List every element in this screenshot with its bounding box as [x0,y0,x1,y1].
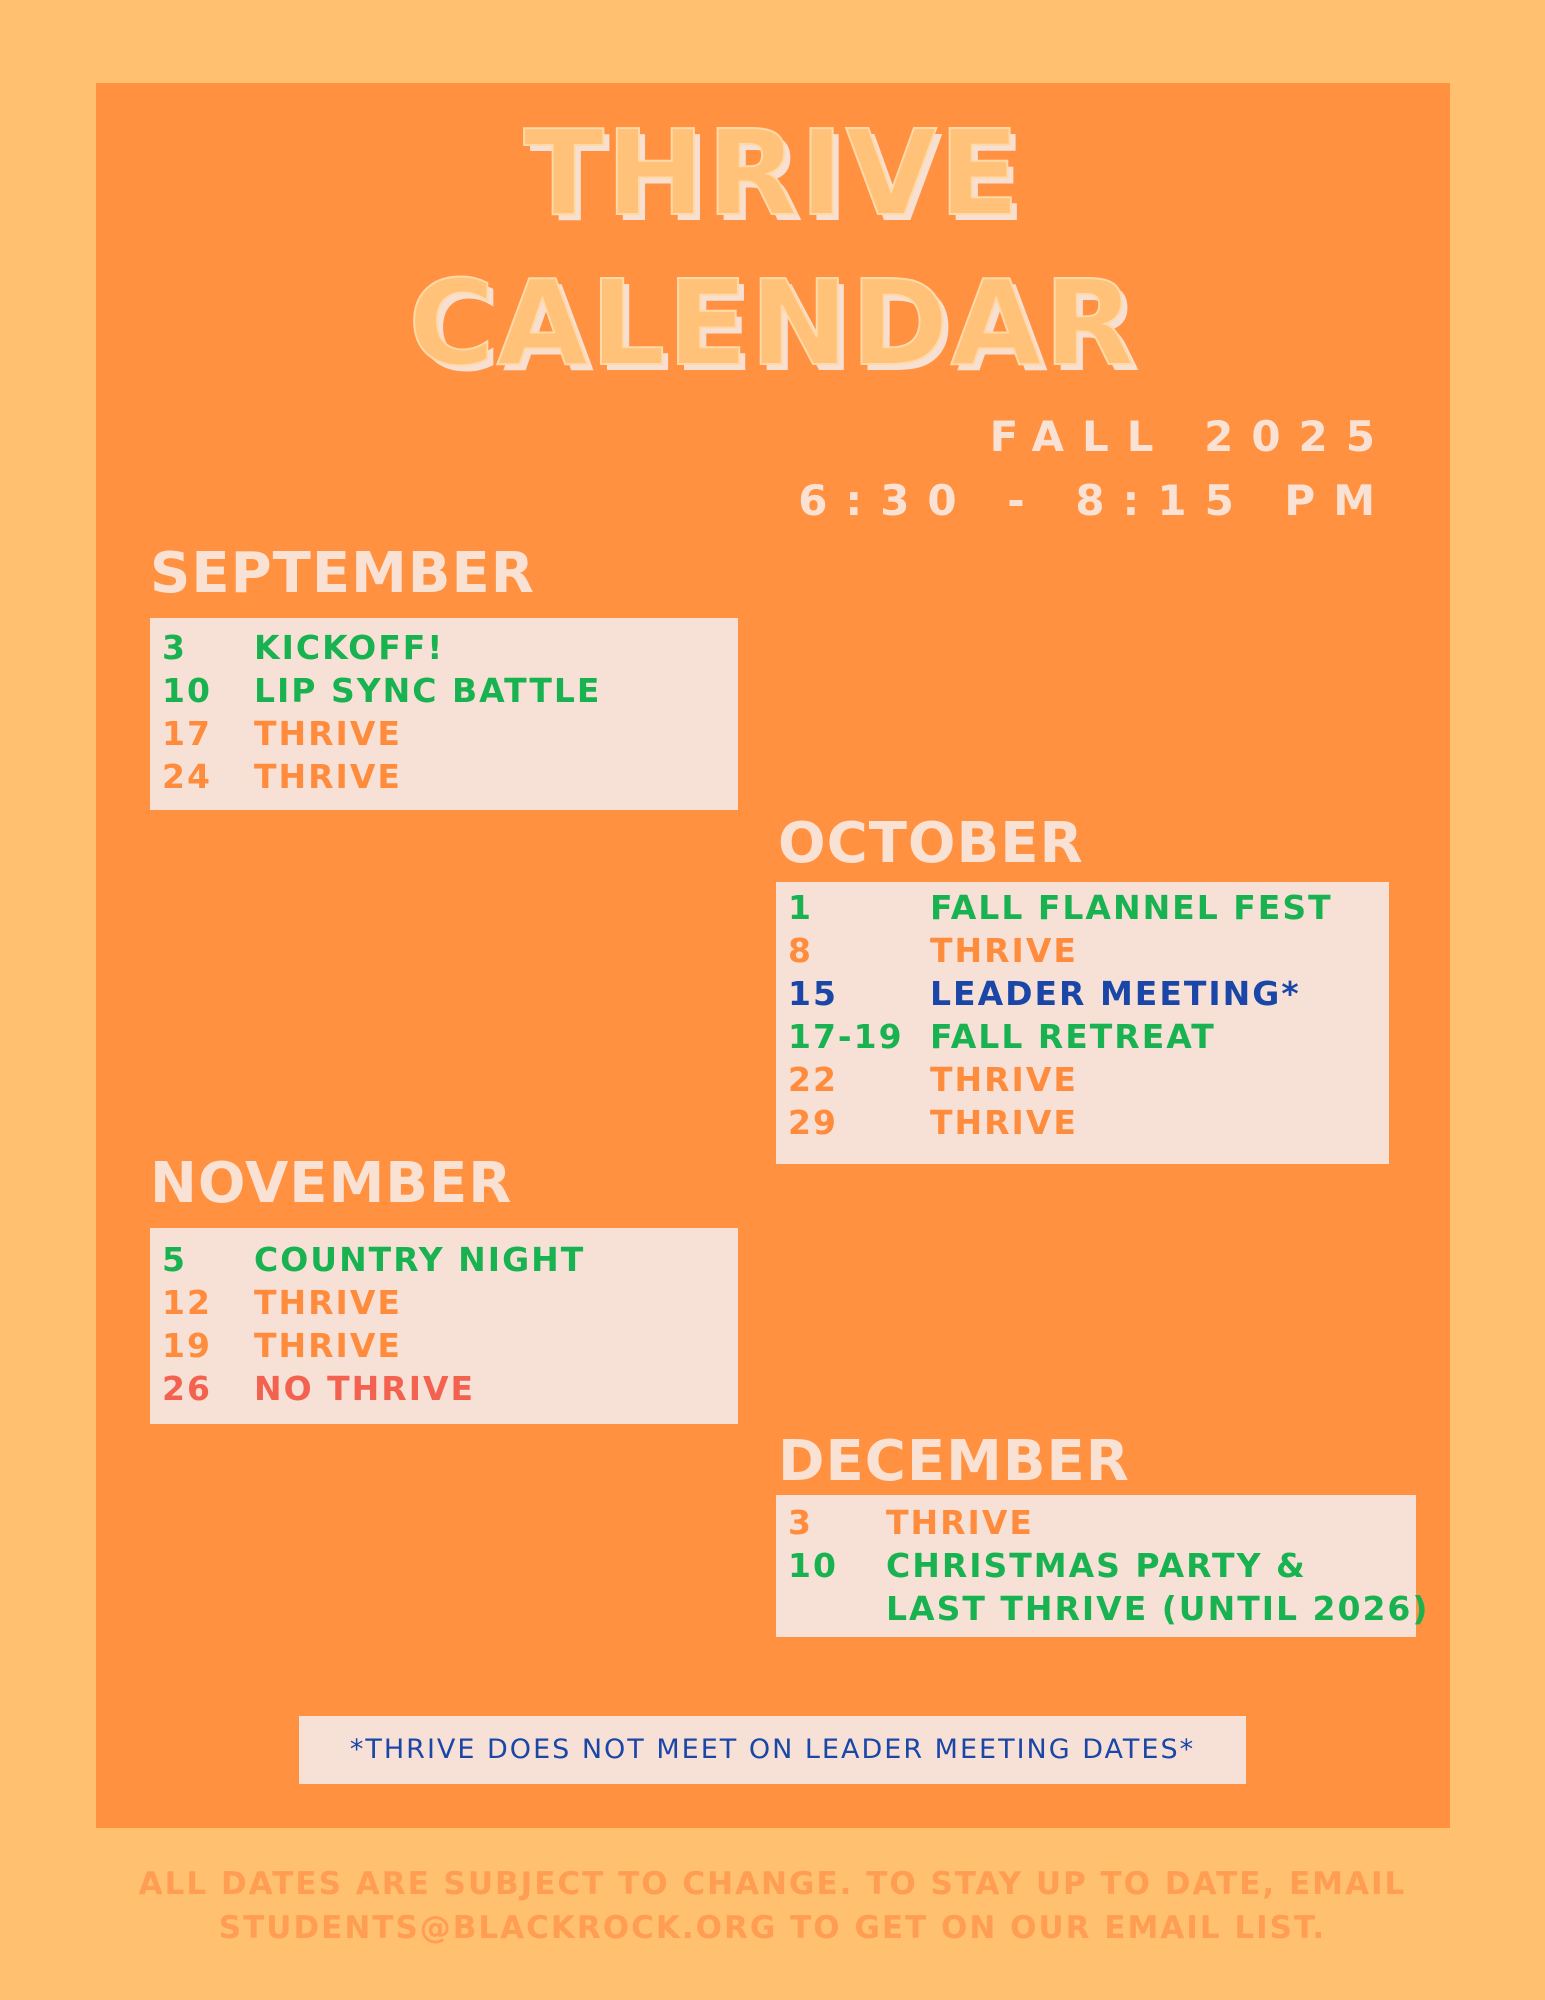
month-september: SEPTEMBER [150,541,535,606]
november-events [150,1228,738,1424]
season-label: FALL 2025 [989,412,1393,461]
time-label: 6:30 - 8:15 PM [798,476,1393,525]
leader-meeting-note: *THRIVE DOES NOT MEET ON LEADER MEETING DATES* [299,1716,1246,1784]
event-date: 19 [162,1326,212,1365]
event-date: 3 [162,628,187,667]
event-label: THRIVE [930,1103,1078,1142]
event-date: 10 [162,671,212,710]
footer-line: STUDENTS@BLACKROCK.ORG TO GET ON OUR EMAIL LIST. [218,1910,1327,1946]
october-events [776,882,1389,1164]
footer-line: ALL DATES ARE SUBJECT TO CHANGE. TO STAY UP TO DATE, EMAIL [138,1866,1407,1902]
event-label: NO THRIVE [254,1369,476,1408]
event-label: THRIVE [930,1060,1078,1099]
event-date: 8 [788,931,813,970]
event-date: 3 [788,1503,813,1542]
event-label: FALL FLANNEL FEST [930,888,1333,927]
event-label: THRIVE [254,714,402,753]
event-label: LIP SYNC BATTLE [254,671,602,710]
event-date: 17-19 [788,1017,904,1056]
event-date: 5 [162,1240,187,1279]
event-label: FALL RETREAT [930,1017,1216,1056]
event-label: LAST THRIVE (UNTIL 2026) [886,1589,1430,1628]
event-date: 10 [788,1546,838,1585]
december-events [776,1495,1430,1637]
event-date: 12 [162,1283,212,1322]
event-label: THRIVE [886,1503,1034,1542]
event-date: 24 [162,757,212,796]
month-october: OCTOBER [778,811,1084,876]
title-thrive: THRIVE [523,104,1022,242]
event-label: LEADER MEETING* [930,974,1301,1013]
september-events [150,618,738,810]
event-date: 22 [788,1060,838,1099]
event-date: 26 [162,1369,212,1408]
month-november: NOVEMBER [150,1151,513,1216]
event-label: THRIVE [254,757,402,796]
event-label: CHRISTMAS PARTY & [886,1546,1307,1585]
footer-notice [0,1862,1545,1950]
event-date: 15 [788,974,838,1013]
event-date: 17 [162,714,212,753]
event-label: THRIVE [254,1326,402,1365]
month-december: DECEMBER [778,1429,1130,1494]
event-date: 29 [788,1103,838,1142]
event-label: KICKOFF! [254,628,445,667]
event-label: THRIVE [254,1283,402,1322]
title-calendar: CALENDAR [408,254,1137,392]
event-label: THRIVE [930,931,1078,970]
event-label: COUNTRY NIGHT [254,1240,586,1279]
event-date: 1 [788,888,813,927]
